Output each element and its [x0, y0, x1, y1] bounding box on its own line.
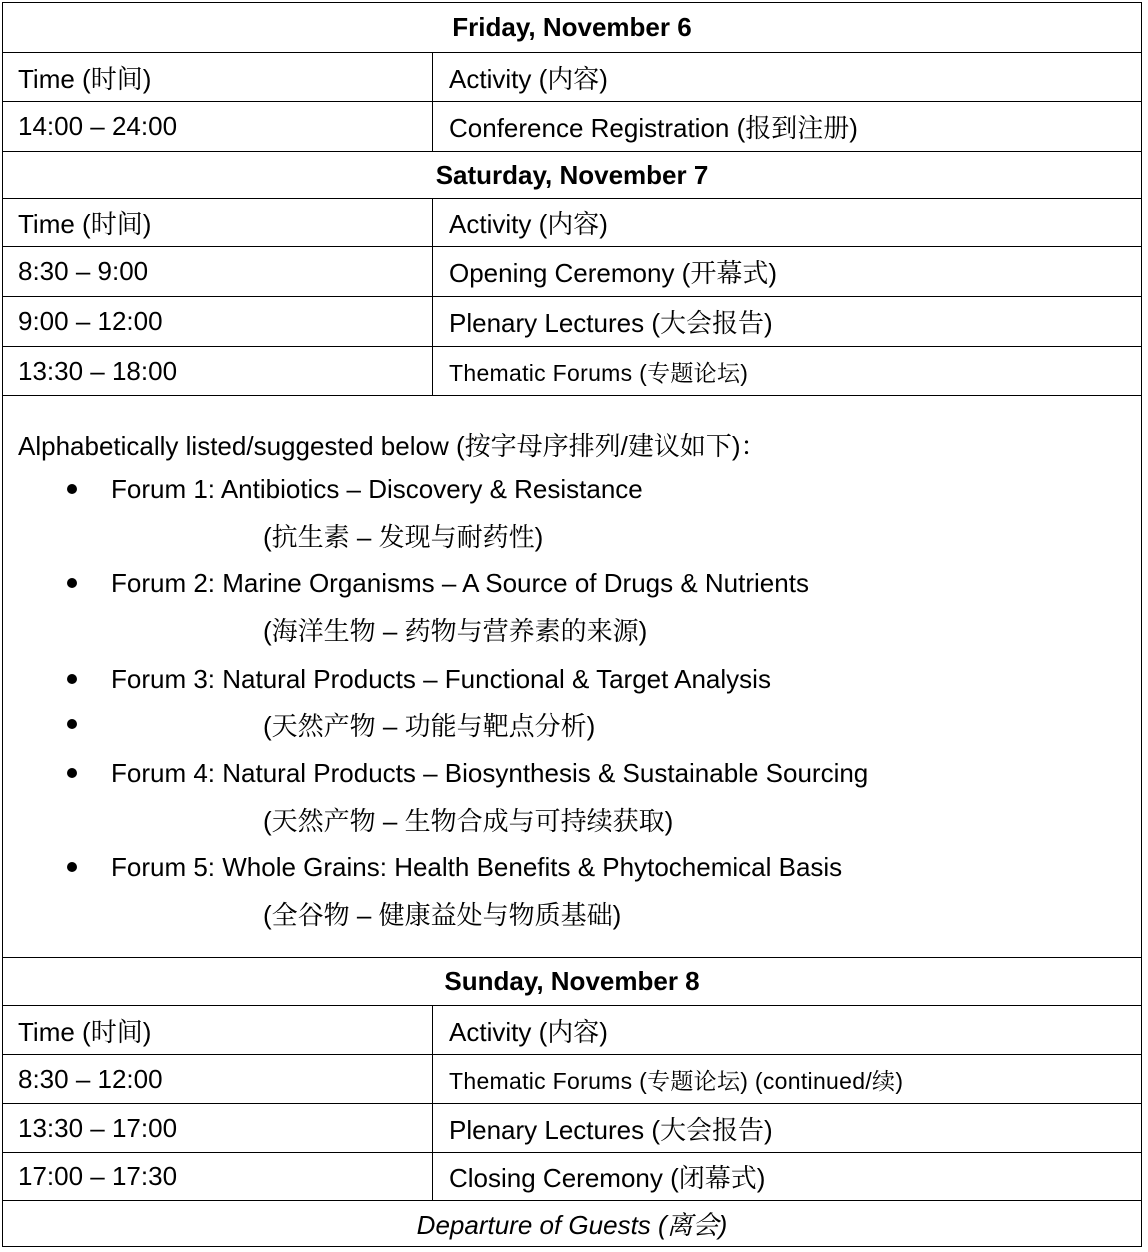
forum-title: Forum 5: Whole Grains: Health Benefits & Phytochemical Basis — [111, 851, 843, 882]
activity-cell: Opening Ceremony (开幕式) — [449, 258, 777, 288]
forum-chinese-title: (海洋生物 – 药物与营养素的来源) — [263, 615, 648, 646]
time-cell: 8:30 – 12:00 — [3, 1055, 433, 1103]
bullet-icon — [67, 768, 77, 778]
forum-subtitle-line — [3, 802, 1141, 836]
forum-title: Forum 4: Natural Products – Biosynthesis & Sustainable Sourcing — [111, 757, 869, 788]
bullet-icon — [67, 484, 77, 494]
activity-cell: Closing Ceremony (闭幕式) — [449, 1163, 766, 1193]
list-item — [3, 707, 1141, 741]
forum-subtitle-line — [3, 896, 1141, 930]
time-cell: 17:00 – 17:30 — [3, 1153, 433, 1200]
bullet-icon — [67, 674, 77, 684]
forum-subtitle-line — [3, 518, 1141, 552]
forum-chinese-title: (全谷物 – 健康益处与物质基础) — [263, 899, 622, 930]
forum-chinese-title: (抗生素 – 发现与耐药性) — [263, 521, 544, 552]
table-row — [3, 346, 1141, 395]
schedule-table — [2, 2, 1142, 1247]
table-row — [3, 1103, 1141, 1152]
activity-cell: Thematic Forums (专题论坛) (continued/续) — [449, 1067, 904, 1094]
table-row — [3, 1054, 1141, 1103]
list-item — [3, 662, 1141, 696]
forum-chinese-title: (天然产物 – 生物合成与可持续获取) — [263, 805, 674, 836]
activity-cell: Conference Registration (报到注册) — [449, 113, 858, 143]
time-cell: 13:30 – 18:00 — [3, 347, 433, 395]
time-cell: 14:00 – 24:00 — [3, 102, 433, 151]
activity-column-header: Activity (内容) — [449, 209, 608, 239]
column-header-row — [3, 198, 1141, 246]
activity-cell: Plenary Lectures (大会报告) — [449, 1114, 773, 1145]
forum-title: Forum 2: Marine Organisms – A Source of Drugs & Nutrients — [111, 567, 809, 598]
time-column-header: Time (时间) — [3, 199, 433, 246]
list-item — [3, 850, 1141, 884]
day-heading-saturday — [3, 151, 1141, 198]
time-column-header: Time (时间) — [3, 53, 433, 101]
activity-cell: Thematic Forums (专题论坛) — [449, 359, 749, 386]
list-item — [3, 566, 1141, 600]
activity-column-header: Activity (内容) — [449, 1016, 608, 1047]
day-heading-text: Saturday, November 7 — [435, 159, 709, 190]
footer-row — [3, 1200, 1141, 1246]
table-row — [3, 246, 1141, 296]
bullet-icon — [67, 719, 77, 729]
time-cell: 8:30 – 9:00 — [3, 247, 433, 296]
activity-column-header: Activity (内容) — [449, 63, 608, 94]
forum-title: Forum 1: Antibiotics – Discovery & Resistance — [111, 473, 643, 504]
table-row — [3, 296, 1141, 346]
day-heading-sunday — [3, 957, 1141, 1005]
bullet-icon — [67, 578, 77, 588]
time-cell: 9:00 – 12:00 — [3, 297, 433, 346]
forum-subtitle-line — [3, 612, 1141, 646]
forum-title: Forum 3: Natural Products – Functional & Target Analysis — [111, 663, 771, 694]
list-item — [3, 472, 1141, 506]
time-cell: 13:30 – 17:00 — [3, 1104, 433, 1152]
day-heading-text: Sunday, November 8 — [444, 966, 700, 996]
activity-cell: Plenary Lectures (大会报告) — [449, 308, 773, 338]
departure-text: Departure of Guests (离会) — [416, 1210, 728, 1240]
day-heading-text: Friday, November 6 — [452, 12, 692, 42]
column-header-row — [3, 52, 1141, 101]
time-column-header: Time (时间) — [3, 1006, 433, 1054]
column-header-row — [3, 1005, 1141, 1054]
forum-chinese-title: (天然产物 – 功能与靶点分析) — [263, 710, 596, 741]
bullet-icon — [67, 862, 77, 872]
forum-list-section — [3, 395, 1141, 957]
list-item — [3, 756, 1141, 790]
day-heading-friday — [3, 3, 1141, 52]
forum-list-intro: Alphabetically listed/suggested below (按字母序排列/建议如下)： — [18, 431, 767, 461]
table-row — [3, 1152, 1141, 1200]
table-row — [3, 101, 1141, 151]
